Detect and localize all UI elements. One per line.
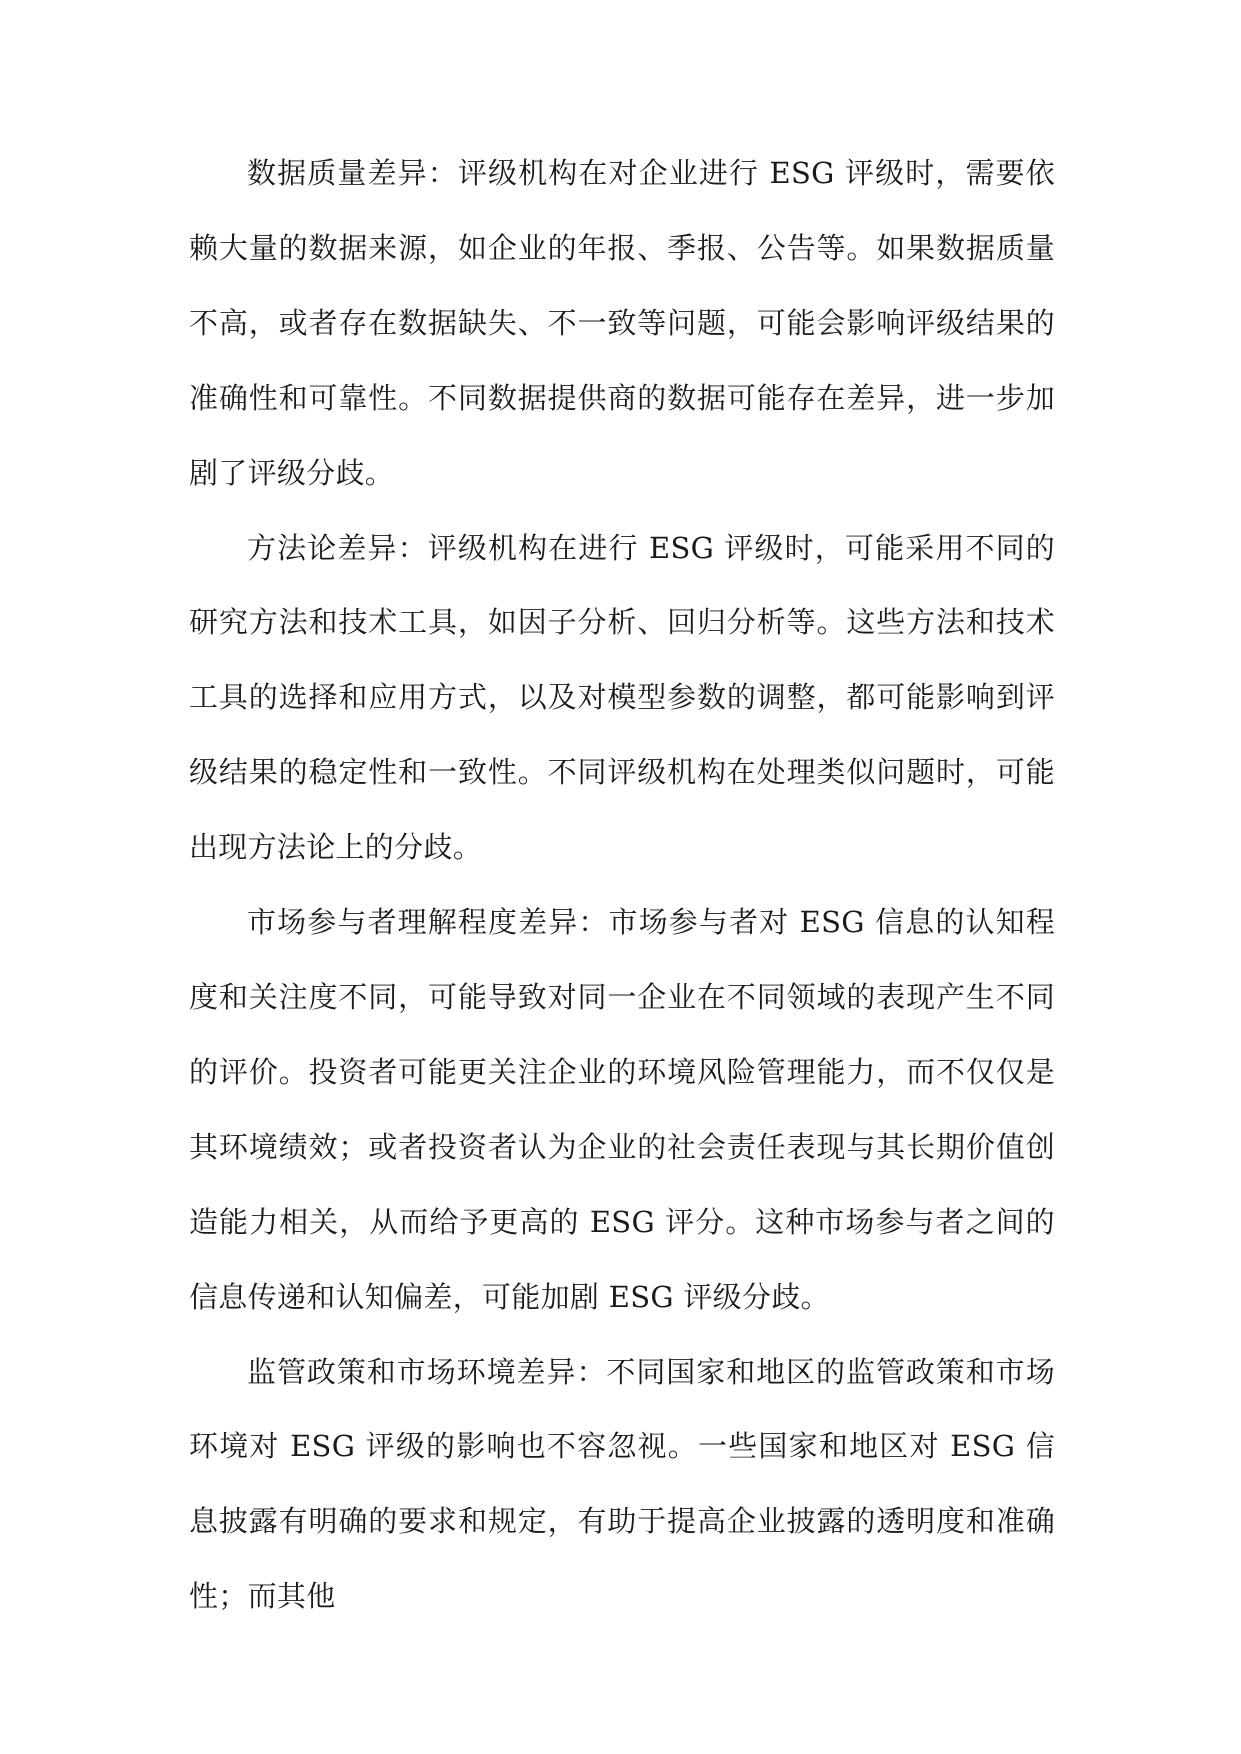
paragraph-data-quality: 数据质量差异：评级机构在对企业进行 ESG 评级时，需要依赖大量的数据来源，如企业的年报、季报、公告等。如果数据质量不高，或者存在数据缺失、不一致等问题，可能会影响评级结果的准确性和可靠性。不同数据提供商的数据可能存在差异，进一步加剧了评级分歧。 [189,156,1055,490]
paragraph-market-participants: 市场参与者理解程度差异：市场参与者对 ESG 信息的认知程度和关注度不同，可能导致对同一企业在不同领域的表现产生不同的评价。投资者可能更关注企业的环境风险管理能力，而不仅仅是其环境绩效；或者投资者认为企业的社会责任表现与其长期价值创造能力相关，从而给予更高的 ESG 评分。这种市场参与者之间的信息传递和认知偏差，可能加剧 ESG 评级分歧。 [189,905,1055,1314]
paragraph-methodology: 方法论差异：评级机构在进行 ESG 评级时，可能采用不同的研究方法和技术工具，如因子分析、回归分析等。这些方法和技术工具的选择和应用方式，以及对模型参数的调整，都可能影响到评级结果的稳定性和一致性。不同评级机构在处理类似问题时，可能出现方法论上的分歧。 [189,530,1055,865]
paragraph-regulatory-policy: 监管政策和市场环境差异：不同国家和地区的监管政策和市场环境对 ESG 评级的影响也不容忽视。一些国家和地区对 ESG 信息披露有明确的要求和规定，有助于提高企业披露的透明度和准确性；而其他 [189,1354,1055,1614]
document-body [189,136,1055,1634]
